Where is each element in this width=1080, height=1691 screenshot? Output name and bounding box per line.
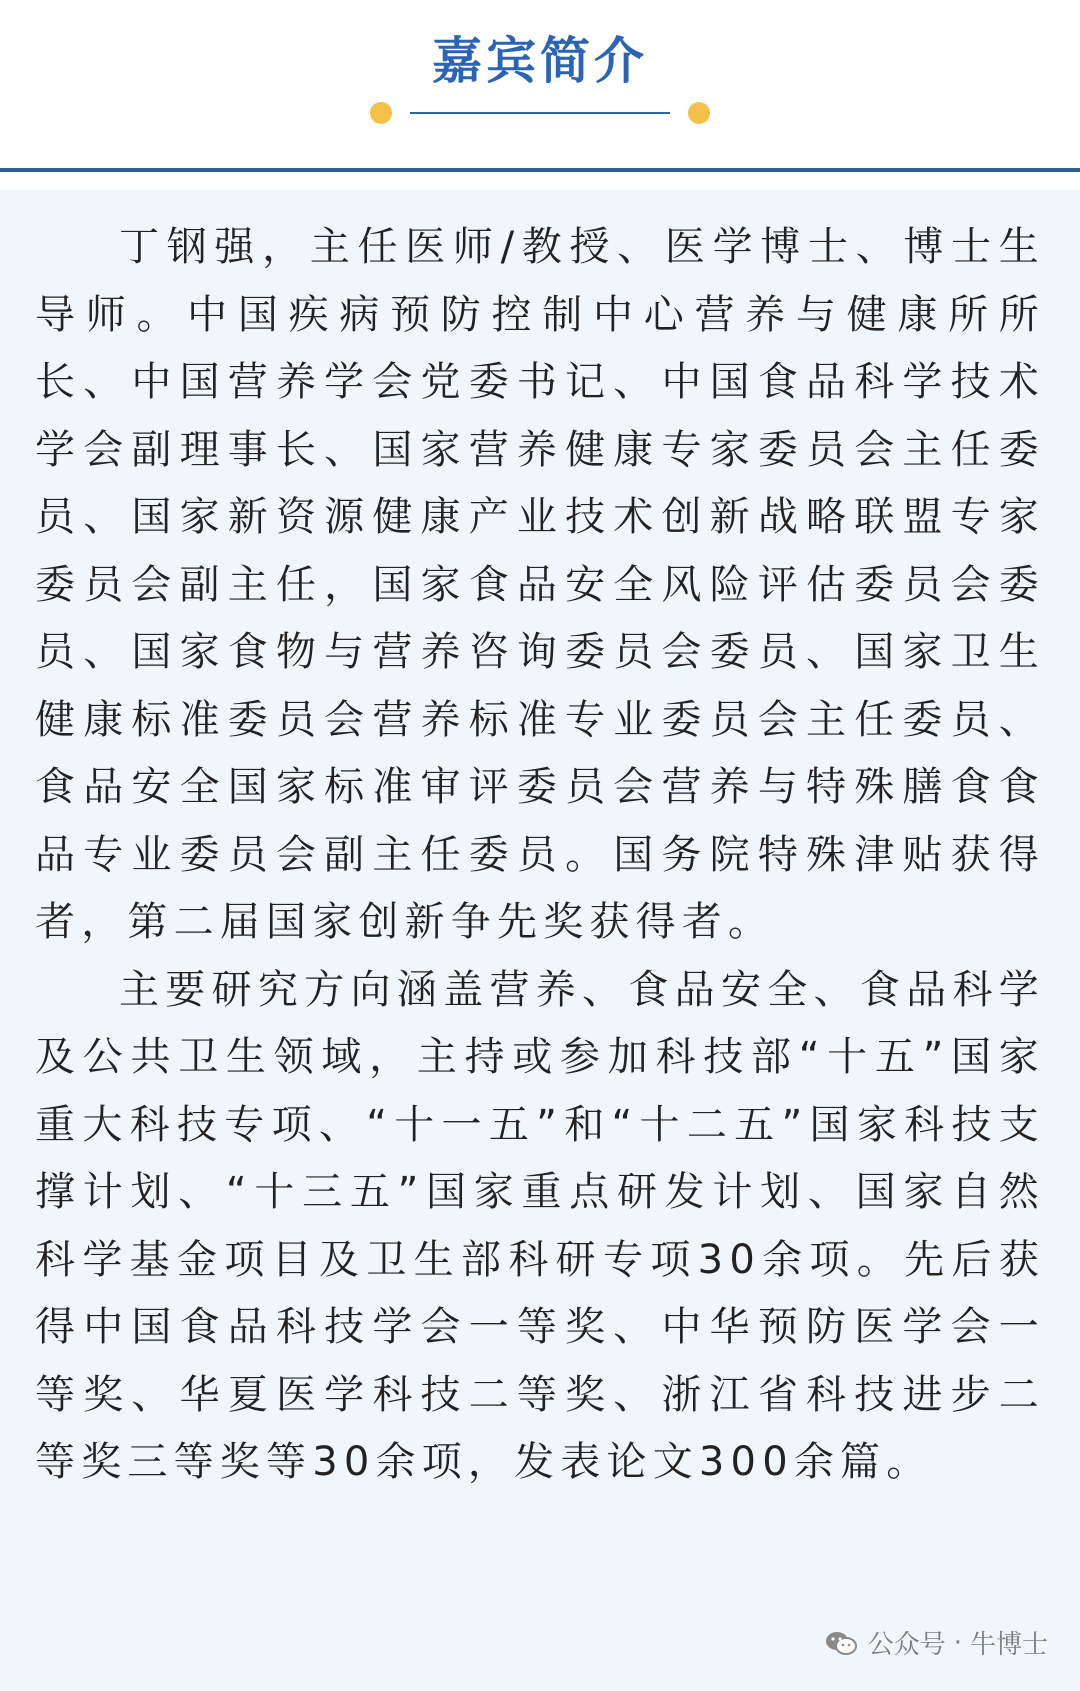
header — [0, 0, 1080, 170]
bio-section — [0, 190, 1080, 1691]
decoration-dot-right — [688, 102, 710, 124]
watermark-account: 牛博士 — [969, 1630, 1048, 1660]
bio-paragraph: 主要研究方向涵盖营养、食品安全、食品科学及公共卫生领域，主持或参加科技部“十五”国家重大科技专项、“十一五”和“十二五”国家科技支撑计划、“十三五”国家重点研发计划、国家自然科学基金项目及卫生部科研专项30余项。先后获得中国食品科技学会一等奖、中华预防医学会一等奖、华夏医学科技二等奖、浙江省科技进步二等奖三等奖等30余项，发表论文300余篇。 — [35, 966, 1045, 1485]
watermark-label: 公众号 — [867, 1630, 946, 1660]
watermark-separator: · — [953, 1627, 962, 1658]
bio-paragraph: 丁钢强，主任医师/教授、医学博士、博士生导师。中国疾病预防控制中心营养与健康所所长、中国营养学会党委书记、中国食品科学技术学会副理事长、国家营养健康专家委员会主任委员、国家新资源健康产业技术创新战略联盟专家委员会副主任，国家食品安全风险评估委员会委员、国家食物与营养咨询委员会委员、国家卫生健康标准委员会营养标准专业委员会主任委员、食品安全国家标准审评委员会营养与特殊膳食食品专业委员会副主任委员。国务院特殊津贴获得者，第二届国家创新争先奖获得者。 — [35, 224, 1045, 945]
header-divider — [0, 168, 1080, 172]
wechat-icon — [824, 1630, 858, 1656]
title-decoration — [370, 102, 710, 122]
decoration-line — [410, 112, 670, 114]
bio-text — [35, 214, 1045, 1497]
decoration-dot-left — [370, 102, 392, 124]
watermark — [824, 1624, 1048, 1661]
page-title: 嘉宾简介 — [432, 32, 648, 90]
